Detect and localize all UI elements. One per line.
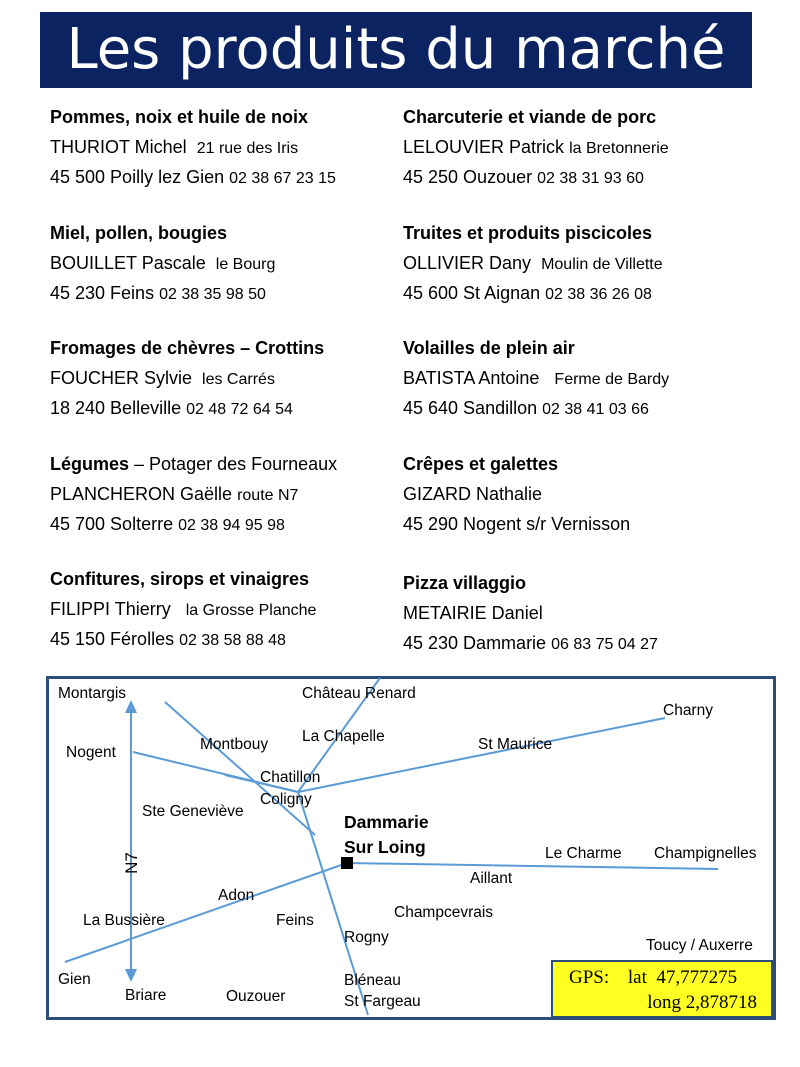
place-st-fargeau: St Fargeau: [344, 993, 421, 1010]
vendor-name: BATISTA Antoine Ferme de Bardy: [403, 368, 670, 388]
place-champignelles: Champignelles: [654, 845, 757, 862]
vendor-category: Pommes, noix et huile de noix: [50, 107, 309, 127]
vendor-category: Légumes – Potager des Fourneaux: [50, 453, 338, 474]
place-st-maurice: St Maurice: [478, 736, 553, 753]
vendor-category: Volailles de plein air: [403, 338, 575, 358]
vendor-name: LELOUVIER Patrick la Bretonnerie: [403, 137, 669, 157]
vendor-address: les Carrés: [202, 371, 275, 388]
vendor-name: PLANCHERON Gaëlle route N7: [50, 483, 299, 504]
gps-coordinates-box: [551, 960, 773, 1018]
vendor-category: Charcuterie et viande de porc: [403, 107, 657, 127]
place-bleneau: Bléneau: [344, 972, 401, 989]
vendor-category: Confitures, sirops et vinaigres: [50, 569, 310, 589]
road-n7-arrow-top-icon: [125, 700, 137, 713]
gps-latitude: [569, 967, 737, 989]
gps-lat-value: 47,777275: [656, 967, 738, 988]
place-dammarie: Dammarie: [344, 812, 429, 832]
place-charny: Charny: [663, 702, 713, 719]
road-n7-arrow-bottom-icon: [125, 969, 137, 982]
vendor-name: OLLIVIER Dany Moulin de Villette: [403, 252, 663, 273]
place-sur-loing: Sur Loing: [344, 837, 426, 857]
vendor-address: 21 rue des Iris: [196, 140, 299, 157]
vendor-city: 18 240 Belleville 02 48 72 64 54: [50, 398, 293, 418]
vendor-address: la Grosse Planche: [185, 602, 317, 619]
vendor-phone: 02 38 58 88 48: [179, 632, 286, 649]
place-la-chapelle: La Chapelle: [302, 728, 385, 745]
place-montbouy: Montbouy: [200, 736, 269, 753]
place-feins: Feins: [276, 912, 314, 929]
page-title: Les produits du marché: [66, 17, 726, 82]
vendor-address: Ferme de Bardy: [554, 371, 670, 388]
gps-lat-label: lat: [627, 967, 647, 988]
place-champcevrais: Champcevrais: [394, 904, 494, 921]
vendor-city: 45 250 Ouzouer 02 38 31 93 60: [403, 167, 644, 187]
vendor-phone: 02 38 31 93 60: [537, 170, 644, 187]
vendor-city: 45 500 Poilly lez Gien 02 38 67 23 15: [50, 167, 336, 187]
vendor-phone: 02 38 41 03 66: [542, 401, 649, 418]
vendor-name: METAIRIE Daniel: [403, 603, 543, 623]
vendor-phone: 02 38 35 98 50: [159, 285, 266, 303]
vendor-address: route N7: [237, 486, 299, 504]
gps-long-label: long: [647, 992, 681, 1013]
vendor-address: Moulin de Villette: [541, 255, 663, 273]
place-coligny: Coligny: [260, 791, 312, 808]
place-nogent: Nogent: [66, 744, 116, 761]
gps-long-value: 2,878718: [685, 992, 757, 1013]
road-dammarie-champignelles: [347, 863, 718, 869]
vendor-name: FOUCHER Sylvie les Carrés: [50, 368, 275, 388]
vendor-address: le Bourg: [215, 255, 276, 273]
vendor-phone: 02 48 72 64 54: [186, 401, 293, 418]
vendor-city: 45 230 Feins 02 38 35 98 50: [50, 282, 266, 303]
place-montargis: Montargis: [58, 685, 127, 702]
vendor-category: Fromages de chèvres – Crottins: [50, 338, 325, 358]
vendor-phone: 02 38 94 95 98: [178, 516, 285, 534]
vendor-name: GIZARD Nathalie: [403, 483, 543, 504]
vendor-city: 45 150 Férolles 02 38 58 88 48: [50, 629, 286, 649]
place-gien: Gien: [58, 971, 91, 988]
place-rogny: Rogny: [344, 929, 389, 946]
place-chateau-renard: Château Renard: [302, 685, 416, 702]
vendor-category: Miel, pollen, bougies: [50, 222, 228, 243]
gps-label: GPS:: [569, 967, 610, 988]
vendor-name: FILIPPI Thierry la Grosse Planche: [50, 599, 317, 619]
place-chatillon: Chatillon: [260, 769, 321, 786]
vendor-city: 45 640 Sandillon 02 38 41 03 66: [403, 398, 649, 418]
place-ste-genevieve: Ste Geneviève: [142, 803, 244, 820]
vendor-city: 45 600 St Aignan 02 38 36 26 08: [403, 282, 652, 303]
place-toucy-auxerre: Toucy / Auxerre: [646, 937, 753, 954]
place-aillant: Aillant: [470, 870, 513, 887]
vendor-city: 45 230 Dammarie 06 83 75 04 27: [403, 633, 658, 653]
place-la-bussiere: La Bussière: [83, 912, 165, 929]
vendor-name: THURIOT Michel 21 rue des Iris: [50, 137, 299, 157]
place-briare: Briare: [125, 987, 167, 1004]
vendor-phone: 02 38 67 23 15: [229, 170, 336, 187]
vendor-category: Pizza villaggio: [403, 573, 527, 593]
gps-longitude: [647, 992, 757, 1014]
place-adon: Adon: [218, 887, 255, 904]
vendor-phone: 06 83 75 04 27: [551, 636, 658, 653]
vendor-category: Truites et produits piscicoles: [403, 222, 653, 243]
vendor-category: Crêpes et galettes: [403, 453, 559, 474]
vendor-name: BOUILLET Pascale le Bourg: [50, 252, 276, 273]
vendor-address: la Bretonnerie: [569, 140, 669, 157]
place-le-charme: Le Charme: [545, 845, 622, 862]
vendor-phone: 02 38 36 26 08: [545, 285, 652, 303]
vendor-city: 45 290 Nogent s/r Vernisson: [403, 513, 631, 534]
vendor-city: 45 700 Solterre 02 38 94 95 98: [50, 513, 285, 534]
place-ouzouer: Ouzouer: [226, 988, 286, 1005]
road-label-n7: N7: [121, 852, 141, 874]
